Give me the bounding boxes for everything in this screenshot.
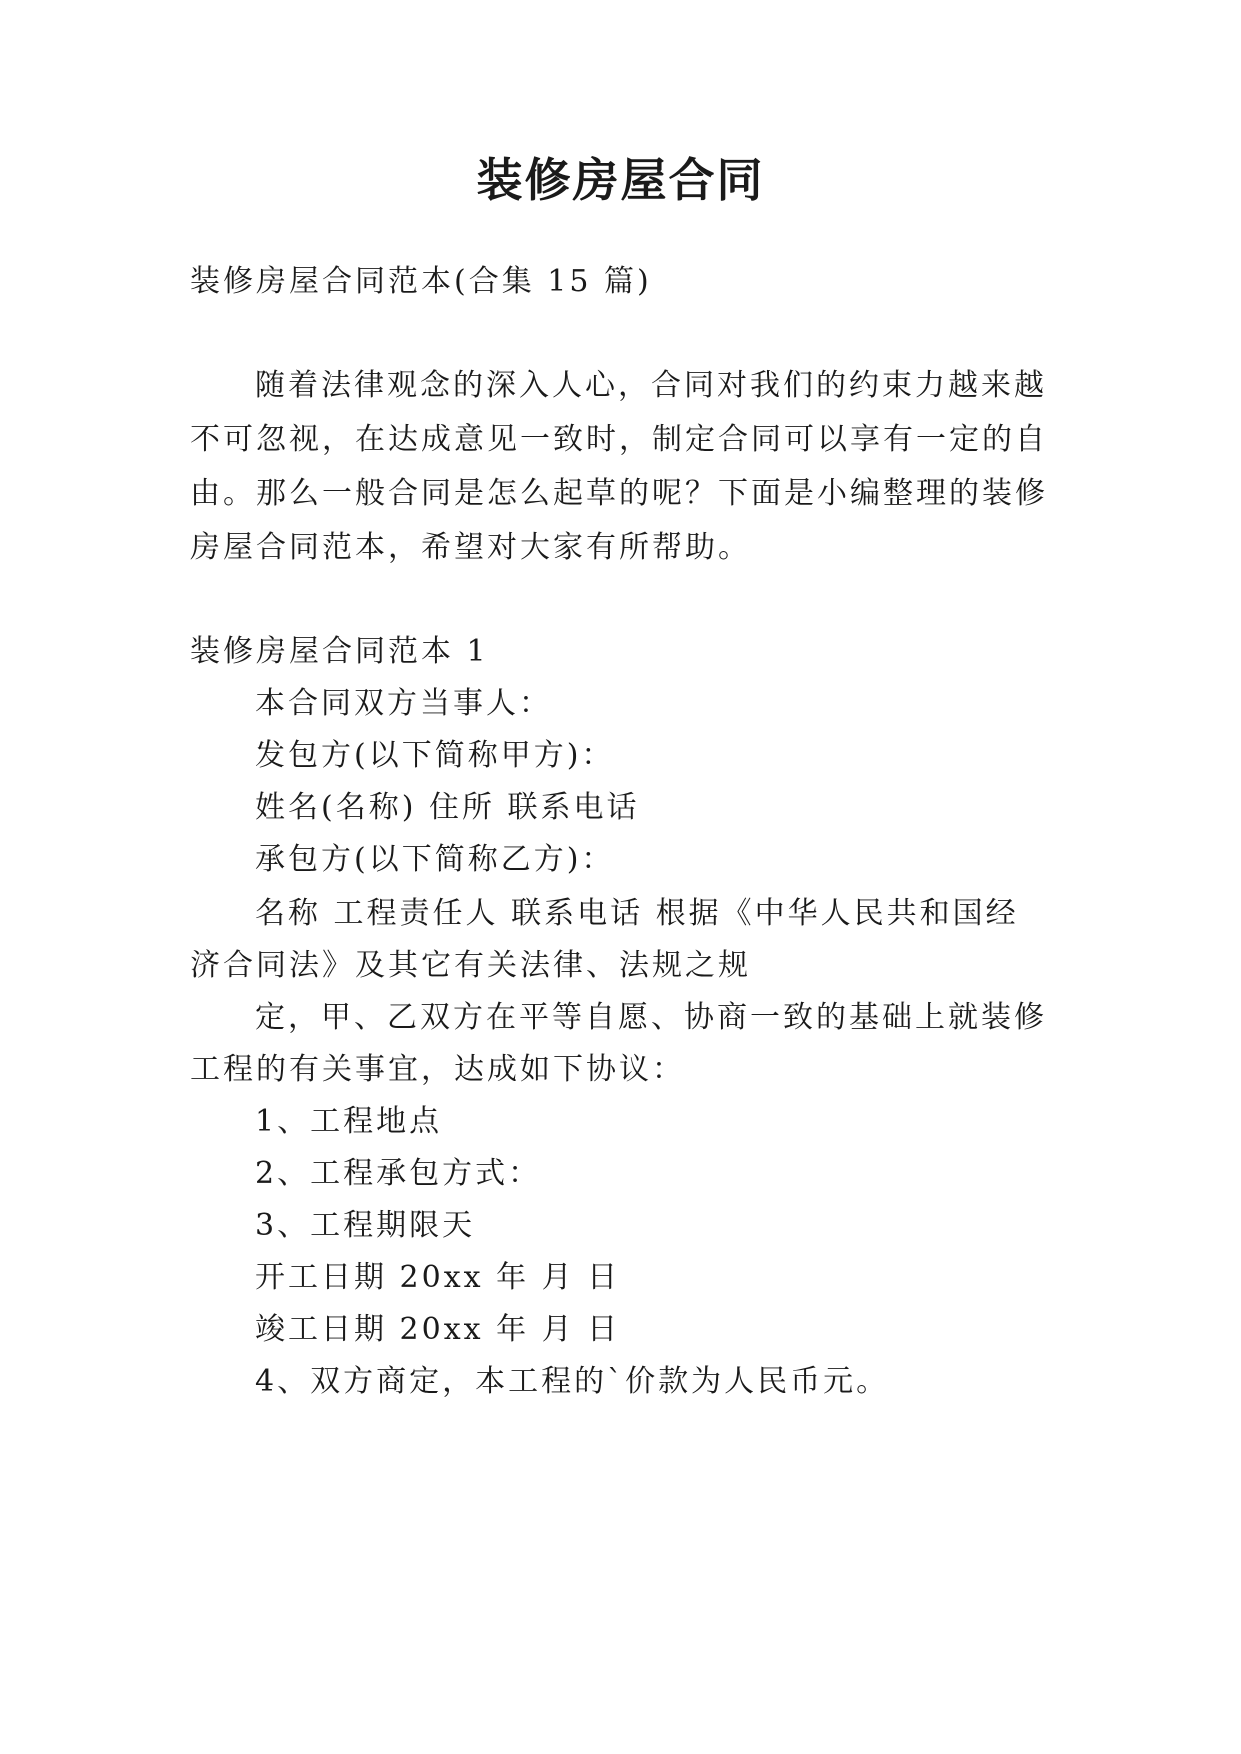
body-line: 2、工程承包方式： — [255, 1156, 542, 1191]
body-line: 4、双方商定，本工程的`价款为人民币元。 — [255, 1364, 890, 1399]
body-line: 名称 工程责任人 联系电话 根据《中华人民共和国经 — [255, 896, 1019, 931]
body-line: 济合同法》及其它有关法律、法规之规 — [190, 948, 751, 983]
body-line: 姓名(名称) 住所 联系电话 — [255, 790, 640, 825]
intro-line: 房屋合同范本，希望对大家有所帮助。 — [190, 530, 751, 565]
body-line: 3、工程期限天 — [255, 1208, 476, 1243]
body-line: 竣工日期 20xx 年 月 日 — [255, 1312, 621, 1347]
body-line: 1、工程地点 — [255, 1104, 443, 1139]
body-line: 承包方(以下简称乙方)： — [255, 842, 615, 877]
body-line: 开工日期 20xx 年 月 日 — [255, 1260, 621, 1295]
intro-line: 不可忽视，在达成意见一致时，制定合同可以享有一定的自 — [190, 422, 1048, 457]
document-title: 装修房屋合同 — [476, 153, 765, 207]
document-subtitle: 装修房屋合同范本(合集 15 篇) — [190, 264, 652, 299]
body-line: 定，甲、乙双方在平等自愿、协商一致的基础上就装修 — [255, 1000, 1047, 1035]
intro-line: 随着法律观念的深入人心，合同对我们的约束力越来越 — [255, 368, 1047, 403]
intro-line: 由。那么一般合同是怎么起草的呢？下面是小编整理的装修 — [190, 476, 1048, 511]
body-line: 发包方(以下简称甲方)： — [255, 738, 615, 773]
body-line: 工程的有关事宜，达成如下协议： — [190, 1052, 685, 1087]
section-heading: 装修房屋合同范本 1 — [190, 634, 489, 669]
body-line: 本合同双方当事人： — [255, 686, 552, 721]
